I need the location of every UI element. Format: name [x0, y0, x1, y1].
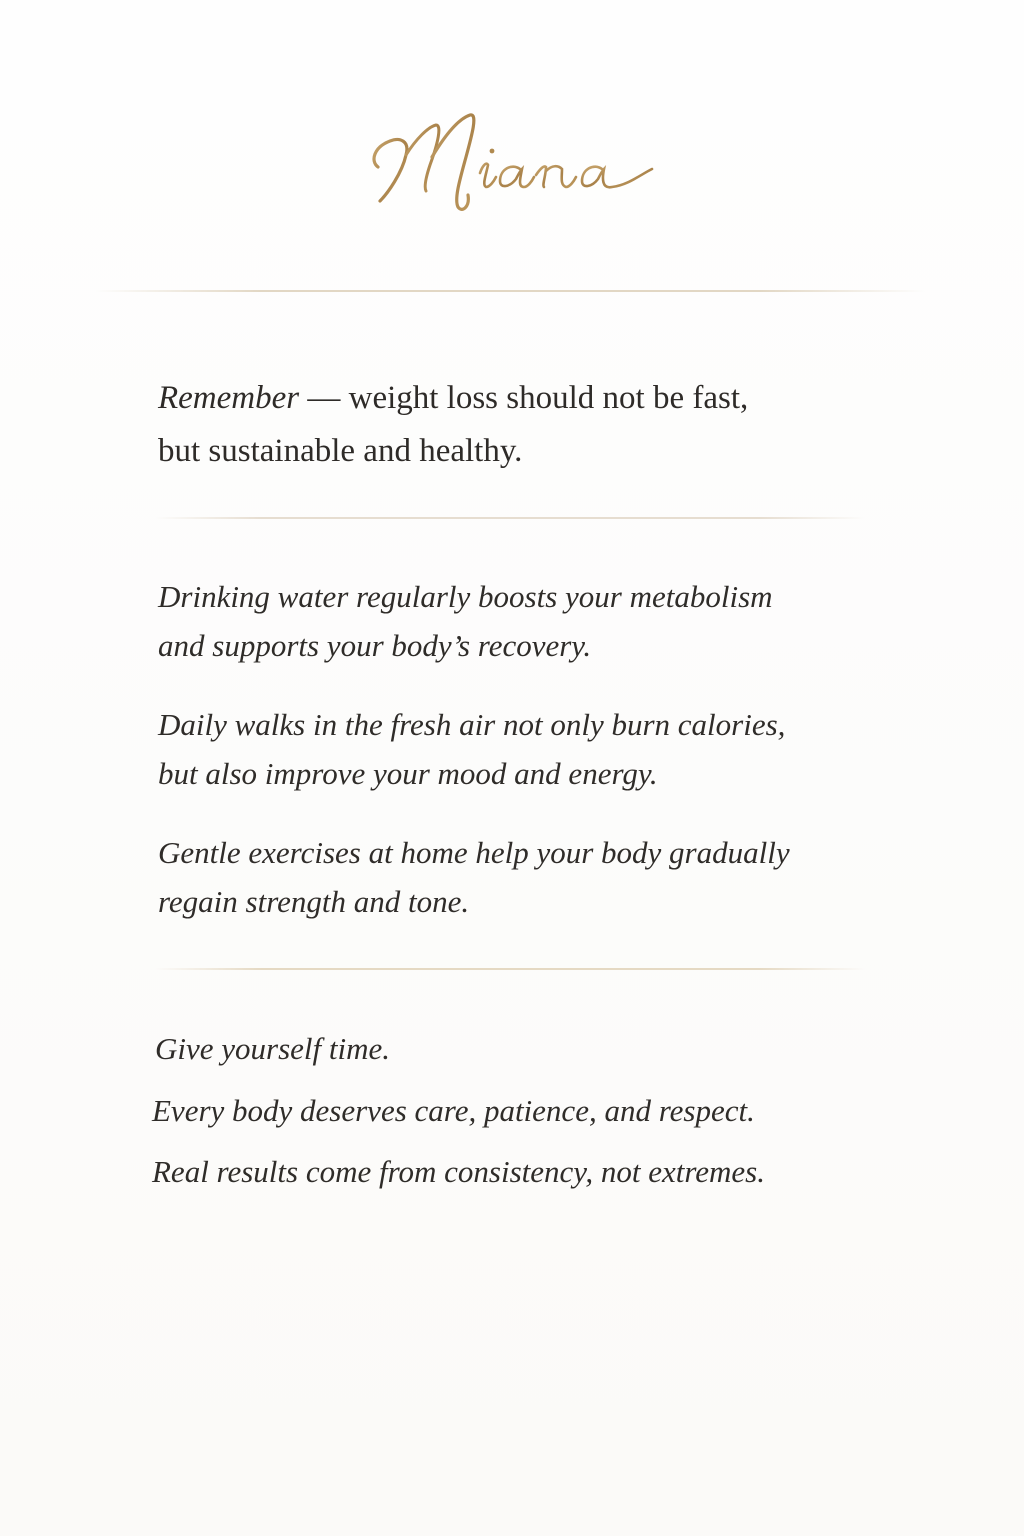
tip-line: and supports your body’s recovery.	[158, 628, 592, 663]
tip-line: Drinking water regularly boosts your metabolism	[158, 579, 773, 614]
tip-line: regain strength and tone.	[158, 884, 470, 919]
top-divider	[95, 290, 925, 292]
intro-emphasis: Remember	[158, 380, 300, 416]
tip-line: Gentle exercises at home help your body gradually	[158, 835, 790, 870]
miara-logo	[340, 95, 680, 225]
tip-exercises	[158, 828, 858, 926]
intro-text	[158, 372, 858, 478]
closing-text	[152, 1024, 872, 1210]
tip-water	[158, 572, 858, 670]
intro-line-2: but sustainable and healthy.	[158, 433, 523, 469]
tips-list	[158, 572, 858, 956]
closing-line-1: Give yourself time.	[155, 1031, 391, 1066]
lower-divider	[155, 968, 865, 970]
tip-line: but also improve your mood and energy.	[158, 756, 658, 791]
svg-text:Miara: Miara	[340, 95, 344, 96]
closing-line-2: Every body deserves care, patience, and respect.	[152, 1093, 755, 1128]
tip-walks	[158, 700, 858, 798]
middle-divider	[155, 517, 865, 519]
closing-line-3: Real results come from consistency, not extremes.	[152, 1154, 765, 1189]
intro-line-1	[158, 372, 858, 425]
intro-dash: —	[299, 380, 349, 416]
intro-line-1-rest: weight loss should not be fast,	[348, 380, 749, 416]
tip-line: Daily walks in the fresh air not only burn calories,	[158, 707, 786, 742]
